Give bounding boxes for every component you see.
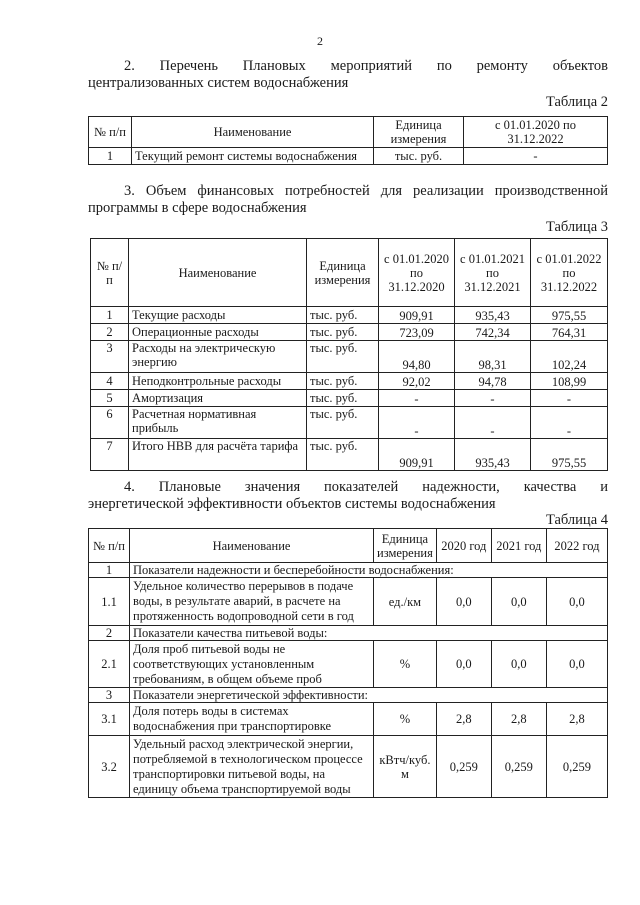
table-row [89,703,608,736]
table-row [91,307,608,324]
table-row [91,341,608,373]
table4-header-cell: 2021 год [491,529,546,563]
row-value-2021: 0,0 [491,578,546,626]
table-row [91,407,608,439]
table2-header-cell: с 01.01.2020 по 31.12.2022 [464,117,608,148]
row-number: 7 [91,439,129,471]
row-name: Доля потерь воды в системах водоснабжения при транспортировке [130,703,374,736]
row-value-2021: 2,8 [491,703,546,736]
row-unit: кВтч/куб. м [374,736,437,798]
row-unit: % [374,641,437,688]
table4 [88,528,608,798]
row-number: 3 [89,688,130,703]
row-name: Текущий ремонт системы водоснабжения [132,148,374,165]
table3-header-cell: с 01.01.2022 по 31.12.2022 [531,239,608,307]
section2-heading [88,58,608,92]
table3-caption: Таблица 3 [545,219,608,235]
table4-header-cell: Единица измерения [374,529,437,563]
row-value-2020: 92,02 [379,373,455,390]
row-unit: тыс. руб. [307,390,379,407]
row-value-2022: 975,55 [531,307,608,324]
table4-header-row [89,529,608,563]
row-name: Удельное количество перерывов в подаче воды, в результате аварий, в расчете на протяженность водопроводной сети в год [130,578,374,626]
row-name: Расчетная нормативная прибыль [129,407,307,439]
row-value-2022: 102,24 [531,341,608,373]
row-number: 3 [91,341,129,373]
row-value-2022: 2,8 [546,703,607,736]
table2 [88,116,608,165]
row-value-2022: - [531,390,608,407]
row-number: 6 [91,407,129,439]
row-number: 1 [91,307,129,324]
table-row [89,626,608,641]
page-number: 2 [317,34,323,48]
row-number: 1 [89,563,130,578]
row-value-2020: 723,09 [379,324,455,341]
table4-header-cell: № п/п [89,529,130,563]
row-value-2020: 0,0 [436,641,491,688]
row-value-2021: 0,0 [491,641,546,688]
row-name: Операционные расходы [129,324,307,341]
table2-header-cell: Наименование [132,117,374,148]
row-value-2021: 0,259 [491,736,546,798]
row-value-2020: 2,8 [436,703,491,736]
row-value-2022: 975,55 [531,439,608,471]
section4-heading-line2: энергетической эффективности объектов системы водоснабжения [88,496,496,512]
table4-header-cell: 2020 год [436,529,491,563]
table-row [91,373,608,390]
row-unit: тыс. руб. [307,341,379,373]
row-unit: ед./км [374,578,437,626]
section3-heading-line2: программы в сфере водоснабжения [88,200,307,216]
row-number: 2 [89,626,130,641]
table-row [89,578,608,626]
section2-heading-line1: 2. Перечень Плановых мероприятий по ремонту объектов [124,58,608,74]
section2-heading-line2: централизованных систем водоснабжения [88,75,349,91]
row-value-2022: 0,259 [546,736,607,798]
row-name: Расходы на электрическую энергию [129,341,307,373]
table-row [91,390,608,407]
row-value-2021: 742,34 [455,324,531,341]
table3-header-cell: Наименование [129,239,307,307]
row-value-2022: 0,0 [546,641,607,688]
row-value-2021: 935,43 [455,307,531,324]
table-row [91,439,608,471]
row-value-2020: 909,91 [379,439,455,471]
table-row [89,688,608,703]
row-name: Итого НВВ для расчёта тарифа [129,439,307,471]
table2-header-row [89,117,608,148]
row-number: 3.2 [89,736,130,798]
row-value-2021: 94,78 [455,373,531,390]
table4-header-cell: Наименование [130,529,374,563]
table3-header-cell: с 01.01.2020 по 31.12.2020 [379,239,455,307]
group-name: Показатели качества питьевой воды: [130,626,608,641]
row-value-2021: 935,43 [455,439,531,471]
group-name: Показатели надежности и бесперебойности водоснабжения: [130,563,608,578]
section3-heading-line1: 3. Объем финансовых потребностей для реализации производственной [124,183,608,199]
row-number: 4 [91,373,129,390]
table-row [89,641,608,688]
row-value-2020: 94,80 [379,341,455,373]
table2-header-cell: № п/п [89,117,132,148]
row-number: 5 [91,390,129,407]
row-unit: тыс. руб. [307,373,379,390]
table4-body [89,563,608,798]
table4-header-cell: 2022 год [546,529,607,563]
row-name: Неподконтрольные расходы [129,373,307,390]
row-unit: тыс. руб. [374,148,464,165]
row-unit: % [374,703,437,736]
table3-header-cell: с 01.01.2021 по 31.12.2021 [455,239,531,307]
table2-header-cell: Единица измерения [374,117,464,148]
section4-heading [88,479,608,513]
row-name: Текущие расходы [129,307,307,324]
row-unit: тыс. руб. [307,407,379,439]
table3-body [91,307,608,471]
row-value-2020: - [379,407,455,439]
table3-header-cell: № п/п [91,239,129,307]
section4-heading-line1: 4. Плановые значения показателей надежности, качества и [124,479,608,495]
row-value-2020: 0,259 [436,736,491,798]
table3-header-cell: Единица измерения [307,239,379,307]
row-number: 2 [91,324,129,341]
row-value-2020: - [379,390,455,407]
row-value-2020: 0,0 [436,578,491,626]
row-name: Амортизация [129,390,307,407]
table2-caption: Таблица 2 [545,94,608,110]
row-value: - [464,148,608,165]
row-unit: тыс. руб. [307,307,379,324]
row-value-2021: - [455,407,531,439]
group-name: Показатели энергетической эффективности: [130,688,608,703]
row-number: 1.1 [89,578,130,626]
row-value-2022: 0,0 [546,578,607,626]
table-row [89,148,608,165]
row-name: Удельный расход электрической энергии, потребляемой в технологическом процессе транспортировки питьевой воды, на единицу объема транспортируемой воды [130,736,374,798]
table3-header-row [91,239,608,307]
row-value-2020: 909,91 [379,307,455,324]
row-value-2022: - [531,407,608,439]
row-number: 3.1 [89,703,130,736]
row-unit: тыс. руб. [307,439,379,471]
table-row [89,563,608,578]
table-row [89,736,608,798]
row-value-2022: 108,99 [531,373,608,390]
row-unit: тыс. руб. [307,324,379,341]
table-row [91,324,608,341]
row-name: Доля проб питьевой воды не соответствующих установленным требованиям, в общем объеме проб [130,641,374,688]
row-value-2021: 98,31 [455,341,531,373]
row-number: 1 [89,148,132,165]
table3 [90,238,608,471]
row-value-2021: - [455,390,531,407]
table4-caption: Таблица 4 [545,512,608,528]
row-value-2022: 764,31 [531,324,608,341]
row-number: 2.1 [89,641,130,688]
section3-heading [88,183,608,217]
